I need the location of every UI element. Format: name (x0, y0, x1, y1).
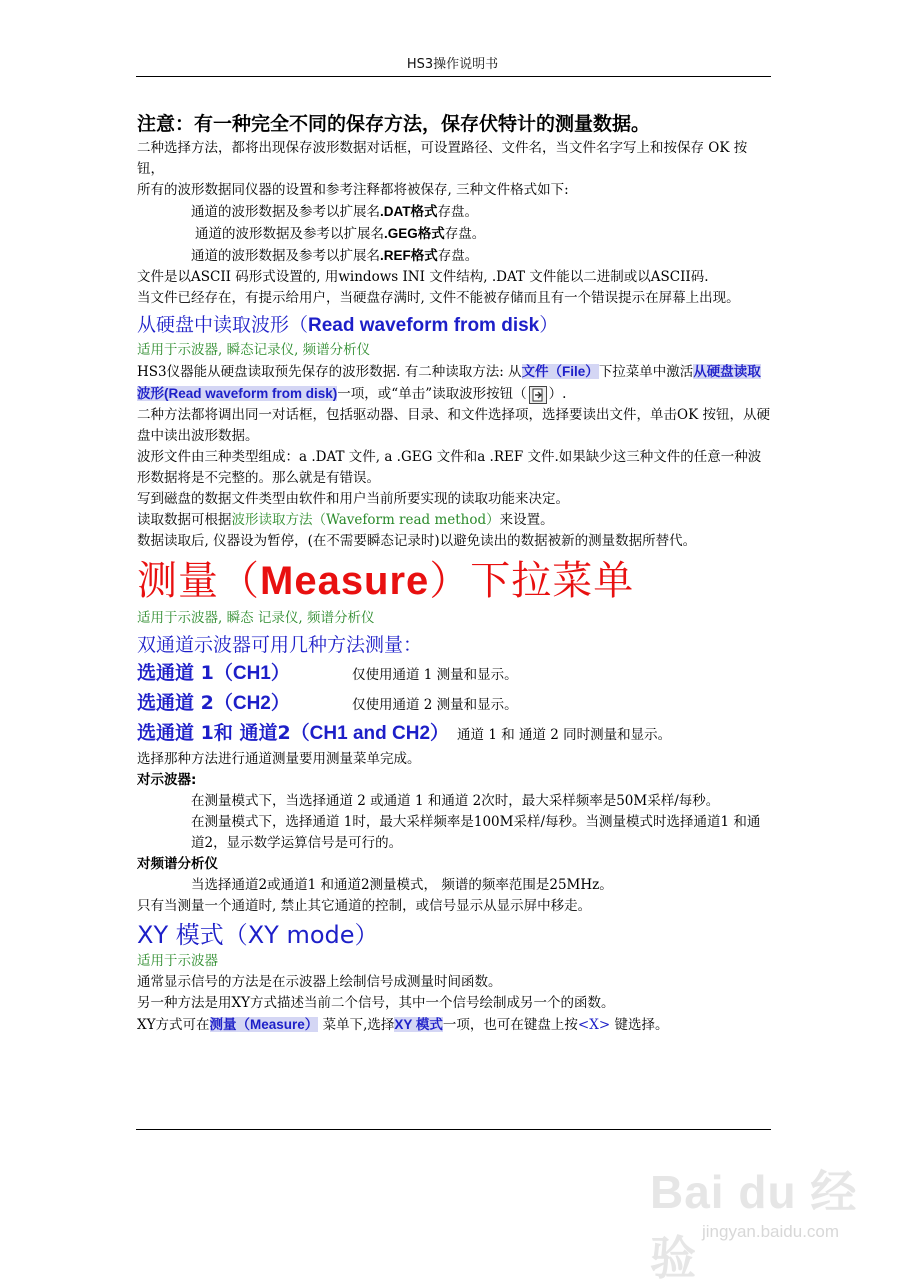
sa-p1: 当选择通道2或通道1 和通道2测量模式， 频谱的频率范围是25MHz。 (191, 877, 613, 893)
osc-p2: 在测量模式下，选择通道 1时，最大采样频率是100M采样/每秒。当测量模式时选择通道1 和通道2，显示数学运算信号是可行的。 (191, 814, 761, 851)
read-p2: 二种方法都将调出同一对话框，包括驱动器、目录、和文件选择项，选择要读出文件，单击OK 按钮，从硬盘中读出波形数据。 (137, 407, 770, 444)
xy-p1: 通常显示信号的方法是在示波器上绘制信号成测量时间函数。 (137, 974, 502, 990)
save-note-p4: 当文件已经存在，有提示给用户，当硬盘存满时, 文件不能被存储而且有一个错误提示在屏幕上出现。 (137, 290, 740, 306)
watermark-brand: Bai du 经验 (650, 1166, 858, 1284)
x-key: <X> (577, 1017, 611, 1033)
spectrum-analyzer-label: 对频谱分析仪 (137, 856, 218, 872)
save-note-p3: 文件是以ASCII 码形式设置的, 用windows INI 文件结构, .DAT 文件能以二进制或以ASCII码. (137, 269, 709, 285)
measure-subtitle: 双通道示波器可用几种方法测量： (137, 634, 423, 656)
format-line: 通道的波形数据及参考以扩展名.GEG格式存盘。 (195, 226, 486, 242)
read-applies: 适用于示波器, 瞬态记录仪, 频谱分析仪 (137, 342, 371, 358)
file-menu-link[interactable]: 文件（File） (521, 364, 599, 379)
xy-applies: 适用于示波器 (137, 953, 218, 969)
page-header-title: HS3操作说明书 (406, 57, 499, 72)
baidu-watermark (640, 1140, 860, 1284)
measure-applies: 适用于示波器, 瞬态 记录仪, 频谱分析仪 (137, 610, 375, 626)
xy-p3: XY方式可在测量（Measure） 菜单下,选择XY 模式一项，也可在键盘上按<X> 键选择。 (137, 1017, 669, 1033)
measure-menu-link[interactable]: 测量（Measure） (209, 1017, 319, 1032)
format-line: 通道的波形数据及参考以扩展名.REF格式存盘。 (191, 248, 479, 264)
sa-p2: 只有当测量一个通道时, 禁止其它通道的控制，或信号显示从显示屏中移走。 (137, 898, 592, 914)
read-waveform-link[interactable]: 从硬盘读取波形(Read waveform from disk) (137, 364, 761, 401)
read-p3: 波形文件由三种类型组成：a .DAT 文件, a .GEG 文件和a .REF 文件.如果缺少这三种文件的任意一种波形数据将是不完整的。那么就是有错误。 (137, 449, 762, 486)
oscilloscope-label: 对示波器: (137, 772, 197, 788)
waveform-read-method-link[interactable]: 波形读取方法（Waveform read method） (231, 512, 500, 528)
osc-p1: 在测量模式下，当选择通道 2 或通道 1 和通道 2次时，最大采样频率是50M采样/每秒。 (191, 793, 720, 809)
save-note-p1: 二种选择方法，都将出现保存波形数据对话框，可设置路径、文件名，当文件名字写上和按保存 OK 按钮， (137, 140, 748, 177)
read-p6: 数据读取后, 仪器设为暂停，(在不需要瞬态记录时)以避免读出的数据被新的测量数据所替代。 (137, 533, 697, 549)
save-note-p2: 所有的波形数据同仪器的设置和参考注释都将被保存, 三种文件格式如下: (137, 182, 569, 198)
header-rule (136, 76, 771, 77)
channel-option: 选通道 1（CH1） 仅使用通道 1 测量和显示。 (137, 662, 518, 684)
xy-p2: 另一种方法是用XY方式描述当前二个信号，其中一个信号绘制成另一个的函数。 (137, 995, 615, 1011)
read-p5: 读取数据可根据波形读取方法（Waveform read method）来设置。 (137, 512, 554, 528)
read-section-title: 从硬盘中读取波形（Read waveform from disk） (137, 314, 559, 336)
channel-option: 选通道 1和 通道2（CH1 and CH2） 通道 1 和 通道 2 同时测量和显示。 (137, 722, 672, 744)
read-p4: 写到磁盘的数据文件类型由软件和用户当前所要实现的读取功能来决定。 (137, 491, 569, 507)
open-file-icon[interactable] (529, 386, 547, 404)
measure-select-note: 选择那种方法进行通道测量要用测量菜单完成。 (137, 751, 421, 767)
page-content (137, 110, 773, 1036)
format-line: 通道的波形数据及参考以扩展名.DAT格式存盘。 (191, 204, 478, 220)
footer-rule (136, 1129, 771, 1130)
xy-mode-link[interactable]: XY 模式 (394, 1017, 443, 1032)
measure-menu-title: 测量（Measure）下拉菜单 (137, 558, 635, 604)
read-p1: HS3仪器能从硬盘读取预先保存的波形数据. 有二种读取方法: 从文件（File）下拉菜单中激活从硬盘读取波形(Read waveform from disk)一项，或“单击”读取波形按钮（ ）. (137, 364, 761, 402)
save-note-heading: 注意：有一种完全不同的保存方法，保存伏特计的测量数据。 (137, 113, 651, 135)
channel-option: 选通道 2（CH2） 仅使用通道 2 测量和显示。 (137, 692, 518, 714)
watermark-url: jingyan.baidu.com (702, 1222, 840, 1241)
xy-mode-title: XY 模式（XY mode） (137, 921, 379, 949)
